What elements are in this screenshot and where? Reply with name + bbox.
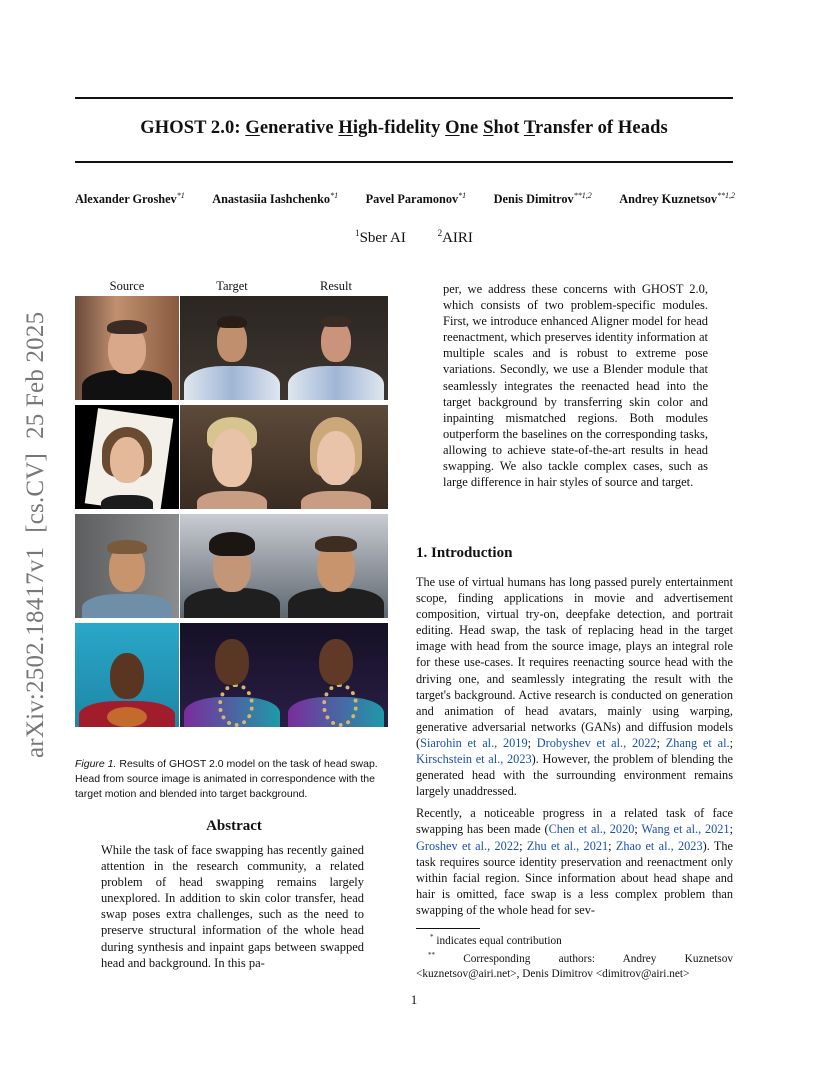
target-photo bbox=[180, 405, 284, 509]
citation-link[interactable]: Chen et al., 2020 bbox=[548, 822, 635, 837]
paragraph: The use of virtual humans has long passed purely entertainment scope, finding applications in movie and advertisement composition, virtual try-on, deepfake detection, and portrait editing. Head swap, the task of replacing head in the target image with head from the source image, plays an integral role for these use-cases. It requires reenacting source head with the driving one, and seamlessly integrating the result with the target's background. Active research is conducted on generation and animation of head avatars, mainly using warping, generative adversarial networks (GANs) and diffusion models (Siarohin et al., 2019; Drobyshev et al., 2022; Zhang et al.; Kirschstein et al., 2023). However, the problem of blending the generated head with the surrounding environment remains largely unaddressed. bbox=[416, 575, 733, 799]
figure-row bbox=[75, 623, 388, 727]
citation-link[interactable]: Zhao et al., 2023 bbox=[615, 838, 703, 853]
title-text: ne bbox=[459, 118, 484, 138]
author: Alexander Groshev$^{*1}$ bbox=[75, 191, 185, 207]
paper-title bbox=[75, 118, 733, 139]
title-text: hot bbox=[493, 118, 524, 138]
title-bottom-rule bbox=[75, 161, 733, 163]
footnote: * indicates equal contribution bbox=[430, 933, 562, 947]
title-initial: T bbox=[523, 118, 535, 138]
caption-text: Results of GHOST 2.0 model on the task of head swap. Head from source image is animated in correspondence with the target motion and blended into target background. bbox=[75, 758, 378, 800]
caption-label: Figure 1. bbox=[75, 758, 117, 770]
author-list bbox=[75, 191, 735, 207]
paragraph: Recently, a noticeable progress in a related task of face swapping has been made (Chen et al., 2020; Wang et al., 2021; Groshev et al., 2022; Zhu et al., 2021; Zhao et al., 2023). The task requires source identity preservation and reenactment only within facial region. Since information about head shape and hair is omitted, face swap is a less complex problem than swapping of the whole head for sev- bbox=[416, 806, 734, 917]
citation-link[interactable]: Siarohin et al., 2019 bbox=[420, 735, 528, 750]
figure-row bbox=[75, 405, 388, 509]
figure-caption bbox=[75, 757, 393, 802]
target-photo bbox=[180, 623, 284, 727]
figure-row bbox=[75, 514, 388, 618]
title-initial: O bbox=[445, 118, 460, 138]
footnote: ** Corresponding authors: Andrey Kuznetsov <kuznetsov@airi.net>, Denis Dimitrov <dimitrov@airi.net> bbox=[416, 951, 733, 980]
affiliations bbox=[0, 228, 828, 247]
result-photo bbox=[284, 623, 388, 727]
column-header-target: Target bbox=[216, 279, 248, 293]
target-photo bbox=[180, 514, 284, 618]
result-photo bbox=[284, 514, 388, 618]
footnote-rule bbox=[416, 928, 480, 929]
title-initial: G bbox=[245, 118, 260, 138]
column-header-source: Source bbox=[109, 279, 145, 293]
citation-link[interactable]: Zhang et al. bbox=[665, 735, 730, 750]
page-number: 1 bbox=[410, 992, 418, 1007]
citation-link[interactable]: Groshev et al., 2022 bbox=[416, 838, 520, 853]
abstract-title: Abstract bbox=[206, 818, 262, 834]
source-photo bbox=[75, 296, 179, 400]
title-text: GHOST 2.0: bbox=[140, 118, 246, 138]
top-rule bbox=[75, 97, 733, 99]
figure-image-grid bbox=[75, 296, 388, 732]
section-title-introduction: 1. Introduction bbox=[416, 545, 513, 561]
title-text: ransfer of Heads bbox=[534, 118, 668, 138]
result-photo bbox=[284, 405, 388, 509]
author: Anastasiia Iashchenko$^{*1}$ bbox=[212, 191, 339, 207]
affiliation: $^1$Sber AI bbox=[355, 228, 406, 246]
abstract-body: While the task of face swapping has recently gained attention in the research community, a related problem of head swapping remains largely unexplored. In addition to skin color transfer, head swap poses extra challenges, such as the need to preserve structural information of the whole head during synthesis and inpaint gaps between swapped head and background. In this pa- bbox=[101, 843, 364, 970]
citation-link[interactable]: Drobyshev et al., 2022 bbox=[536, 735, 657, 750]
footnotes bbox=[416, 930, 733, 981]
source-photo bbox=[75, 405, 179, 509]
title-text: igh-fidelity bbox=[352, 118, 446, 138]
title-initial: H bbox=[338, 118, 353, 138]
affiliation: $^2$AIRI bbox=[437, 228, 473, 246]
introduction-body bbox=[416, 574, 733, 924]
source-photo bbox=[75, 514, 179, 618]
citation-link[interactable]: Wang et al., 2021 bbox=[641, 822, 730, 837]
figure-row bbox=[75, 296, 388, 400]
author: Andrey Kuznetsov$^{**1,2}$ bbox=[619, 191, 735, 207]
target-photo bbox=[180, 296, 284, 400]
result-photo bbox=[284, 296, 388, 400]
citation-link[interactable]: Kirschstein et al., 2023 bbox=[416, 752, 532, 767]
arxiv-watermark: arXiv:2502.18417v1[cs.CV]25 Feb 2025 bbox=[22, 311, 49, 758]
column-header-result: Result bbox=[320, 279, 352, 293]
citation-link[interactable]: Zhu et al., 2021 bbox=[526, 838, 609, 853]
title-text: enerative bbox=[259, 118, 339, 138]
source-photo bbox=[75, 623, 179, 727]
title-initial: S bbox=[483, 118, 494, 138]
author: Denis Dimitrov$^{**1,2}$ bbox=[493, 191, 592, 207]
author: Pavel Paramonov$^{*1}$ bbox=[365, 191, 467, 207]
abstract-continuation: per, we address these concerns with GHOST 2.0, which consists of two problem-specific modules. First, we introduce enhanced Aligner model for head reenactment, which preserves identity information at multiple scales and is robust to extreme pose variations. Secondly, we use a Blender module that seamlessly integrates the reenacted head into the target background by transferring skin color and inpainting mismatched regions. Both modules outperform the baselines on the corresponding tasks, allowing to achieve state-of-the-art results in head swapping. We also tackle complex cases, such as large difference in hair styles of source and target. bbox=[443, 282, 708, 490]
